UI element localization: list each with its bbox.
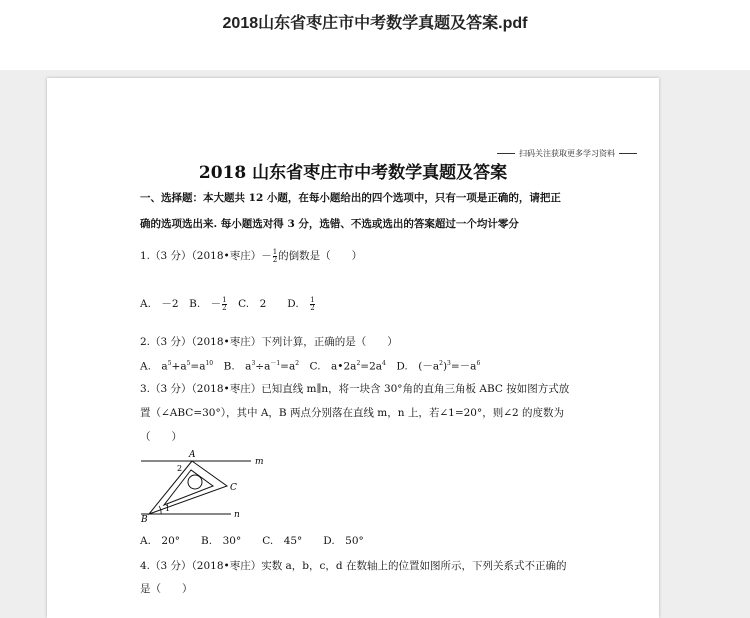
label-C: C xyxy=(230,483,237,493)
q2-exp: 4 xyxy=(382,360,386,367)
q2-exp: 10 xyxy=(205,360,214,367)
question-4-line2: 是（ ） xyxy=(140,583,193,595)
question-3-line2: 置（∠ABC=30°），其中 A，B 两点分别落在直线 m，n 上，若∠1=20°，则∠2 的度数为 xyxy=(140,407,565,419)
q1-opt-d-num: 1 xyxy=(310,295,315,304)
q2-opt-b: B. a xyxy=(213,360,252,373)
question-2-options xyxy=(140,358,480,374)
triangle-figure xyxy=(139,448,269,523)
q1-opt-b-den: 2 xyxy=(222,303,227,312)
question-2: 2.（3 分）（2018•枣庄）下列计算，正确的是（ ） xyxy=(140,336,398,348)
q1-opt-d-fraction xyxy=(310,297,314,312)
q2-text: =a xyxy=(280,360,296,373)
triangle-outer xyxy=(149,461,227,514)
q2-opt-a: A. a xyxy=(140,360,168,373)
pdf-page xyxy=(47,78,659,618)
q2-exp: 5 xyxy=(186,360,191,367)
label-B: B xyxy=(141,515,148,523)
label-angle-2: 2 xyxy=(177,464,183,473)
q2-text: ) xyxy=(442,360,448,373)
q2-exp: 6 xyxy=(476,360,481,367)
q1-fraction xyxy=(273,249,277,264)
question-3-options: A. 20° B. 30° C. 45° D. 50° xyxy=(140,535,364,547)
q2-exp: 2 xyxy=(295,360,300,367)
label-angle-1: 1 xyxy=(165,504,171,513)
divider xyxy=(619,153,637,154)
q1-opt-d-den: 2 xyxy=(310,303,315,312)
viewer-header xyxy=(0,0,750,70)
qr-note-text: 扫码关注获取更多学习资料 xyxy=(519,149,615,158)
q2-exp: 5 xyxy=(167,360,172,367)
q2-text: =－a xyxy=(450,360,477,373)
question-1 xyxy=(140,248,362,264)
question-3-line1: 3.（3 分）（2018•枣庄）已知直线 m∥n，将一块含 30°角的直角三角板 ABC 按如图方式放 xyxy=(140,383,570,395)
q1-suffix: 的倒数是（ ） xyxy=(278,250,363,262)
file-title: 2018山东省枣庄市中考数学真题及答案.pdf xyxy=(222,15,528,32)
divider xyxy=(497,153,515,154)
question-3-line3: （ ） xyxy=(140,431,182,443)
q1-frac-den: 2 xyxy=(272,255,278,264)
q2-text: =2a xyxy=(360,360,383,373)
q1-opt-b-fraction xyxy=(222,297,226,312)
q2-text: +a xyxy=(171,360,187,373)
question-1-options xyxy=(140,296,316,312)
q1-opt-b-num: 1 xyxy=(222,295,227,304)
q2-exp: 2 xyxy=(356,360,361,367)
q2-text: ÷a xyxy=(255,360,271,373)
q2-exp: 2 xyxy=(439,360,443,367)
q2-exp: －1 xyxy=(270,360,281,367)
q2-text: =a xyxy=(190,360,206,373)
label-n: n xyxy=(234,510,240,520)
label-m: m xyxy=(255,457,264,467)
section-heading-line2: 确的选项选出来. 每小题选对得 3 分，选错、不选或选出的答案超过一个均计零分 xyxy=(140,218,519,230)
q2-exp: 3 xyxy=(447,360,451,367)
triangle-hole xyxy=(188,475,202,489)
question-4-line1: 4.（3 分）（2018•枣庄）实数 a，b，c，d 在数轴上的位置如图所示，下列关系式不正确的 xyxy=(140,560,567,572)
q2-opt-d: D. (－a xyxy=(385,360,440,373)
q1-opt-a: A. －2 B. － xyxy=(140,298,222,310)
section-heading-line1: 一、选择题：本大题共 12 小题，在每小题给出的四个选项中，只有一项是正确的，请把正 xyxy=(140,192,561,204)
q2-exp: 3 xyxy=(251,360,256,367)
q1-frac-num: 1 xyxy=(272,247,278,256)
q1-opt-c: C. 2 D. xyxy=(227,298,310,310)
q2-opt-c: C. a•2a xyxy=(299,360,357,373)
q1-prefix: 1.（3 分）（2018•枣庄）－ xyxy=(140,250,272,262)
document-title: 2018 山东省枣庄市中考数学真题及答案 xyxy=(198,163,508,183)
label-A: A xyxy=(189,450,196,460)
